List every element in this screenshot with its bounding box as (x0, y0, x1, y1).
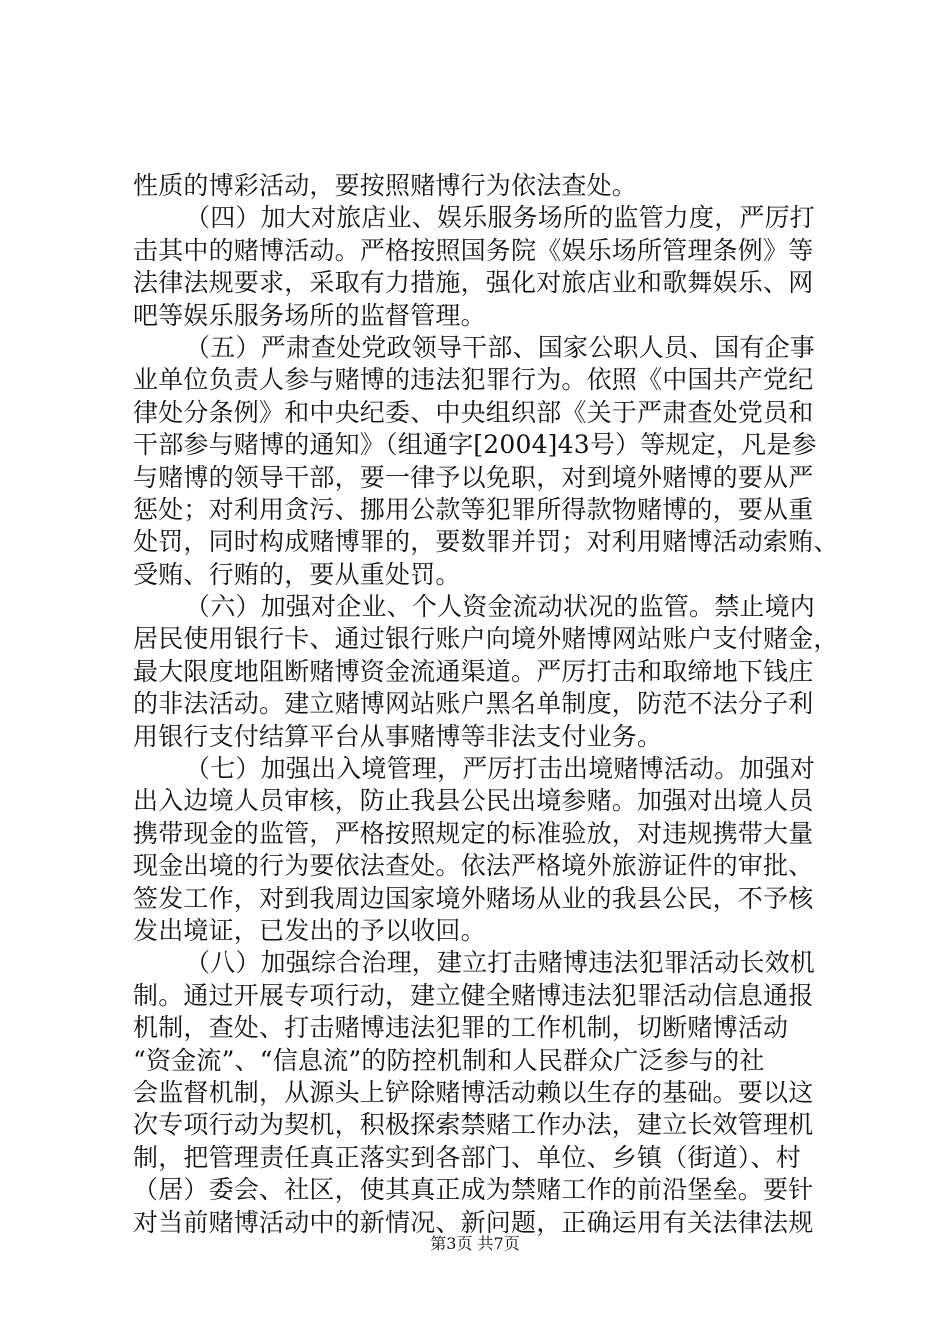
text-line: 次专项行动为契机，积极探索禁赌工作办法，建立长效管理机 (133, 1110, 814, 1140)
paragraph-first-line: （八）加强综合治理，建立打击赌博违法犯罪活动长效机 (185, 948, 816, 978)
text-line: 对当前赌博活动中的新情况、新问题，正确运用有关法律法规 (133, 1207, 814, 1237)
text-line: 处罚，同时构成赌博罪的，要数罪并罚；对利用赌博活动索贿、 (133, 527, 839, 557)
text-line: 法律法规要求，采取有力措施，强化对旅店业和歌舞娱乐、网 (133, 268, 814, 298)
text-line: 律处分条例》和中央纪委、中央组织部《关于严肃查处党员和 (133, 397, 814, 427)
text-line: 制，把管理责任真正落实到各部门、单位、乡镇（街道）、村 (133, 1142, 801, 1172)
text-line: 发出境证，已发出的予以收回。 (133, 915, 486, 945)
text-line: “资金流”、“信息流”的防控机制和人民群众广泛参与的社 (133, 1045, 765, 1075)
text-line: 的非法活动。建立赌博网站账户黑名单制度，防范不法分子利 (133, 689, 814, 719)
text-line: 机制，查处、打击赌博违法犯罪的工作机制，切断赌博活动 (133, 1013, 789, 1043)
paragraph-first-line: （七）加强出入境管理，严厉打击出境赌博活动。加强对 (185, 754, 816, 784)
paragraph-first-line: （五）严肃查处党政领导干部、国家公职人员、国有企事 (185, 332, 816, 362)
text-line: 惩处；对利用贪污、挪用公款等犯罪所得款物赌博的，要从重 (133, 494, 814, 524)
text-line: 签发工作，对到我周边国家境外赌场从业的我县公民，不予核 (133, 883, 814, 913)
text-line: 用银行支付结算平台从事赌博等非法支付业务。 (133, 721, 663, 751)
document-body (133, 170, 839, 1239)
text-line: 业单位负责人参与赌博的违法犯罪行为。依照《中国共产党纪 (133, 365, 814, 395)
text-line: 携带现金的监管，严格按照规定的标准验放，对违规携带大量 (133, 818, 814, 848)
text-line: 干部参与赌博的通知》（组通字[2004]43号）等规定，凡是参 (133, 430, 817, 460)
text-line: 受贿、行贿的，要从重处罚。 (133, 559, 461, 589)
paragraph-first-line: （六）加强对企业、个人资金流动状况的监管。禁止境内 (185, 592, 816, 622)
page-footer: 第3页 共7页 (430, 1234, 520, 1253)
text-line: 制。通过开展专项行动，建立健全赌博违法犯罪活动信息通报 (133, 980, 814, 1010)
text-line: 吧等娱乐服务场所的监督管理。 (133, 300, 486, 330)
text-line: 出入边境人员审核，防止我县公民出境参赌。加强对出境人员 (133, 786, 814, 816)
text-line: 会监督机制，从源头上铲除赌博活动赖以生存的基础。要以这 (133, 1077, 814, 1107)
text-line: 现金出境的行为要依法查处。依法严格境外旅游证件的审批、 (133, 851, 814, 881)
text-line: 击其中的赌博活动。严格按照国务院《娱乐场所管理条例》等 (133, 235, 814, 265)
text-line: 居民使用银行卡、通过银行账户向境外赌博网站账户支付赌金， (133, 624, 839, 654)
text-line: 最大限度地阻断赌博资金流通渠道。严厉打击和取缔地下钱庄 (133, 656, 814, 686)
paragraph-first-line: （四）加大对旅店业、娱乐服务场所的监管力度，严厉打 (185, 203, 816, 233)
text-line: 性质的博彩活动，要按照赌博行为依法查处。 (133, 171, 638, 200)
text-line: 与赌博的领导干部，要一律予以免职，对到境外赌博的要从严 (133, 462, 814, 492)
text-line: （居）委会、社区，使其真正成为禁赌工作的前沿堡垒。要针 (133, 1175, 814, 1205)
